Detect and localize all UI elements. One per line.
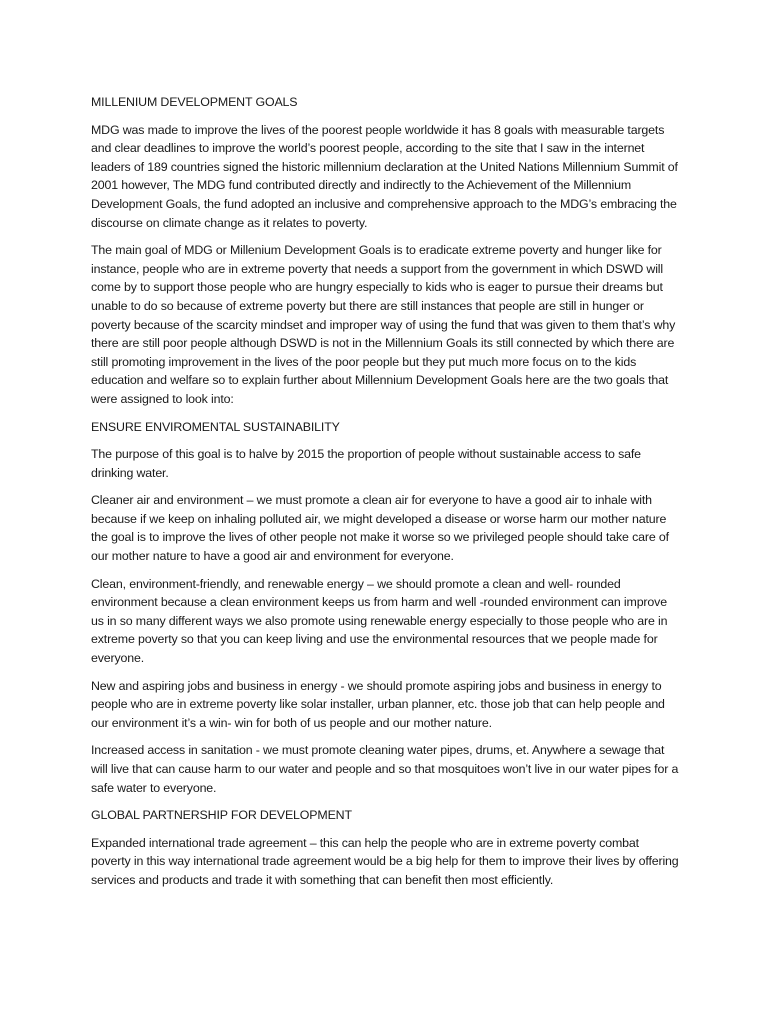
paragraph-sanitation: Increased access in sanitation - we must promote cleaning water pipes, drums, et. Anywhere a sewage that will live that can cause harm to our water and people and so that mosquitoes won’t live in our water pipes for a safe water to everyone. (91, 743, 679, 795)
paragraph-cleaner-air: Cleaner air and environment – we must promote a clean air for everyone to have a good air to inhale with because if we keep on inhaling polluted air, we might developed a disease or worse harm our mother nature the goal is to improve the lives of other people not make it worse so we privileged people should take care of our mother nature to have a good air and environment for everyone. (91, 493, 669, 564)
paragraph-goal-purpose: The purpose of this goal is to halve by 2015 the proportion of people without sustainable access to safe drinking water. (91, 447, 641, 480)
heading-environmental-sustainability: ENSURE ENVIROMENTAL SUSTAINABILITY (91, 419, 340, 434)
paragraph-renewable-energy: Clean, environment-friendly, and renewable energy – we should promote a clean and well- rounded environment because a clean environment keeps us from harm and well -rounded environment can improve us in so many different ways we also promote using renewable energy especially to those people who are in extreme poverty so that you can keep living and use the environmental resources that we people made for everyone. (91, 576, 668, 666)
heading-mdg: MILLENIUM DEVELOPMENT GOALS (91, 95, 298, 109)
paragraph-trade-agreement: Expanded international trade agreement – this can help the people who are in extreme poverty combat poverty in this way international trade agreement would be a big help for them to improve their lives by offering services and products and trade it with something that can benefit then most efficiently. (91, 835, 679, 887)
document-page (91, 93, 681, 899)
paragraph-energy-jobs: New and aspiring jobs and business in energy - we should promote aspiring jobs and business in energy to people who are in extreme poverty like solar installer, urban planner, etc. those job that can help people and our environment it’s a win- win for both of us people and our mother nature. (91, 678, 665, 730)
heading-global-partnership: GLOBAL PARTNERSHIP FOR DEVELOPMENT (91, 808, 352, 823)
paragraph-mdg-intro: MDG was made to improve the lives of the poorest people worldwide it has 8 goals with measurable targets and clear deadlines to improve the world’s poorest people, according to the site that I saw in the internet leaders of 189 countries signed the historic millennium declaration at the United Nations Millennium Summit of 2001 however, The MDG fund contributed directly and indirectly to the Achievement of the Millennium Development Goals, the fund adopted an inclusive and comprehensive approach to the MDG’s embracing the discourse on climate change as it relates to poverty. (91, 122, 678, 230)
paragraph-main-goal: The main goal of MDG or Millenium Development Goals is to eradicate extreme poverty and hunger like for instance, people who are in extreme poverty that needs a support from the government in which DSWD will come by to support those people who are hungry especially to kids who is eager to pursue their dreams but unable to do so because of extreme poverty but there are still instances that people are still in hunger or poverty because of the scarcity mindset and improper way of using the fund that was given to them that’s why there are still poor people although DSWD is not in the Millennium Goals its still connected by which there are still promoting improvement in the lives of the poor people but they put much more focus on to the kids education and welfare so to explain further about Millennium Development Goals here are the two goals that were assigned to look into: (91, 243, 676, 406)
